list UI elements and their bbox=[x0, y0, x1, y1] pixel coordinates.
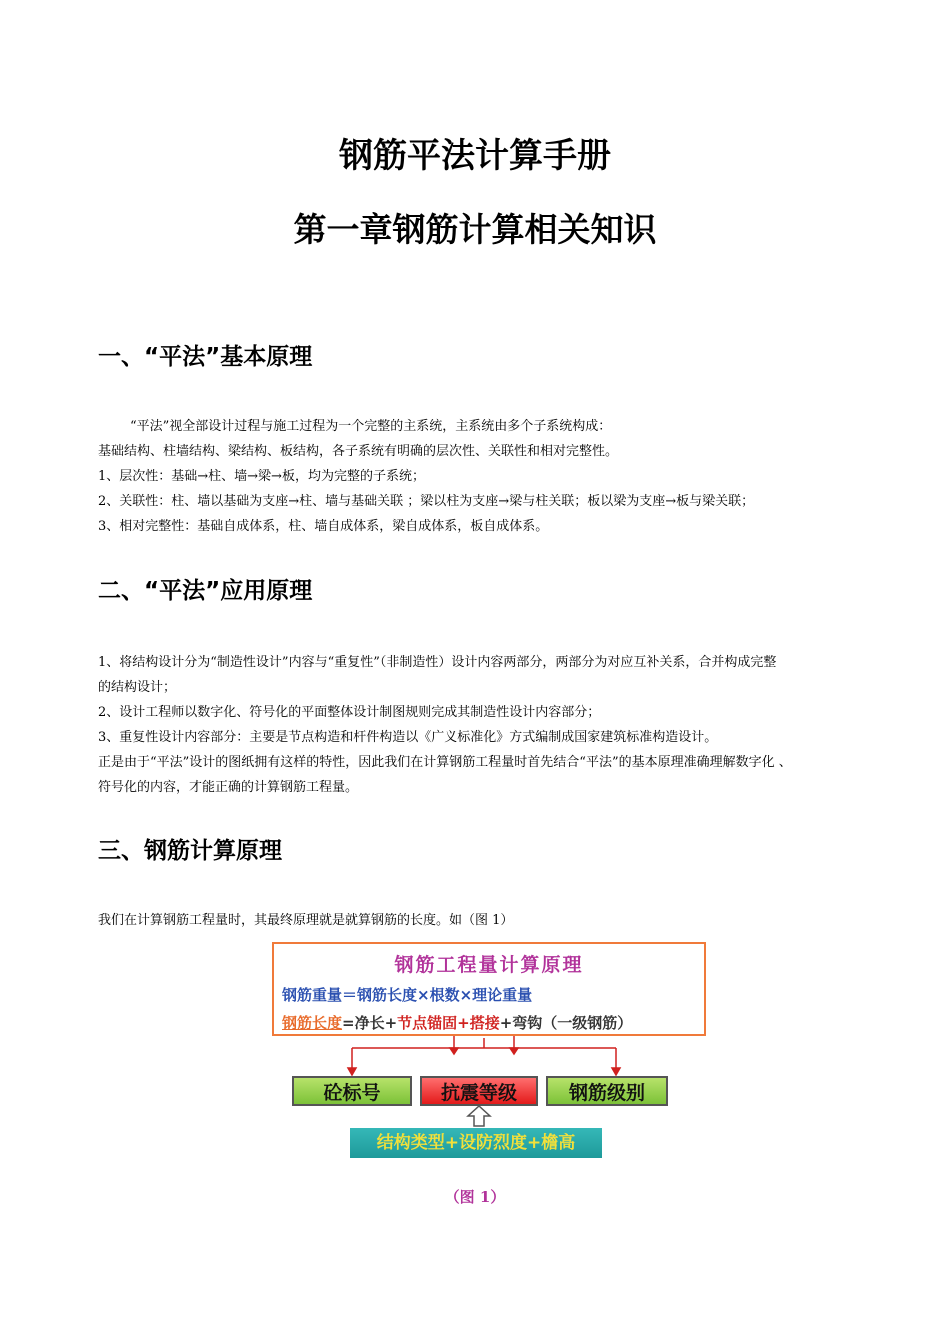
section-2-line: 2、设计工程师以数字化、符号化的平面整体设计制图规则完成其制造性设计内容部分； bbox=[98, 705, 601, 720]
section-2-line: 3、重复性设计内容部分：主要是节点构造和杆件构造以《广义标准化》方式编制成国家建筑标准构造设计。 bbox=[98, 730, 718, 745]
arrow-head bbox=[348, 1068, 356, 1075]
hook-term: +弯钩（一级钢筋） bbox=[499, 1014, 633, 1032]
structure-type-box: 结构类型+设防烈度+檐高 bbox=[350, 1128, 602, 1158]
section-3-heading: 三、钢筋计算原理 bbox=[98, 838, 282, 864]
calculation-principle-figure bbox=[262, 940, 720, 1166]
weight-formula: 钢筋重量＝钢筋长度×根数×理论重量 bbox=[282, 986, 533, 1004]
arrow-head bbox=[612, 1068, 620, 1075]
length-term: 钢筋长度 bbox=[282, 1014, 343, 1032]
section-1-line: 3、相对完整性：基础自成体系，柱、墙自成体系，梁自成体系，板自成体系。 bbox=[98, 519, 549, 534]
arrow-head bbox=[450, 1048, 458, 1054]
section-2-line: 符号化的内容，才能正确的计算钢筋工程量。 bbox=[98, 780, 359, 795]
steel-grade-box: 钢筋级别 bbox=[546, 1076, 668, 1106]
section-3-body bbox=[98, 908, 888, 933]
net-length-term: =净长+ bbox=[342, 1014, 398, 1032]
section-1-line: 基础结构、柱墙结构、梁结构、板结构，各子系统有明确的层次性、关联性和相对完整性。 bbox=[98, 444, 619, 459]
arrow-head bbox=[510, 1048, 518, 1054]
chapter-title: 第一章钢筋计算相关知识 bbox=[293, 210, 657, 249]
section-2-line: 1、将结构设计分为“制造性设计”内容与“重复性”（非制造性）设计内容两部分，两部分为对应互补关系，合并构成完整 bbox=[98, 655, 777, 670]
concrete-grade-box: 砼标号 bbox=[292, 1076, 412, 1106]
section-1-line: “平法”视全部设计过程与施工过程为一个完整的主系统，主系统由多个子系统构成： bbox=[130, 419, 612, 434]
section-2-line: 正是由于“平法”设计的图纸拥有这样的特性，因此我们在计算钢筋工程量时首先结合“平法”的基本原理准确理解数字化 、 bbox=[98, 755, 792, 770]
section-1-line: 2、关联性：柱、墙以基础为支座→柱、墙与基础关联 ；梁以柱为支座→梁与柱关联；板以梁为支座→板与梁关联； bbox=[98, 494, 755, 509]
section-2-body bbox=[98, 650, 888, 800]
figure-caption: （图 1） bbox=[444, 1188, 506, 1206]
formula-box bbox=[272, 942, 706, 1036]
up-arrow bbox=[468, 1106, 490, 1126]
section-1-body bbox=[98, 414, 888, 539]
section-2-heading: 二、“平法”应用原理 bbox=[98, 578, 313, 604]
section-3-line: 我们在计算钢筋工程量时，其最终原理就是就算钢筋的长度。如（图 1） bbox=[98, 913, 514, 928]
section-1-line: 1、层次性：基础→柱、墙→梁→板，均为完整的子系统； bbox=[98, 469, 425, 484]
document-title: 钢筋平法计算手册 bbox=[339, 136, 611, 176]
section-1-heading: 一、“平法”基本原理 bbox=[98, 344, 313, 370]
length-formula bbox=[282, 1012, 632, 1033]
figure-heading: 钢筋工程量计算原理 bbox=[394, 954, 584, 976]
anchor-lap-term: 节点锚固+搭接 bbox=[397, 1014, 500, 1032]
section-2-line: 的结构设计； bbox=[98, 680, 177, 695]
seismic-grade-box: 抗震等级 bbox=[420, 1076, 538, 1106]
